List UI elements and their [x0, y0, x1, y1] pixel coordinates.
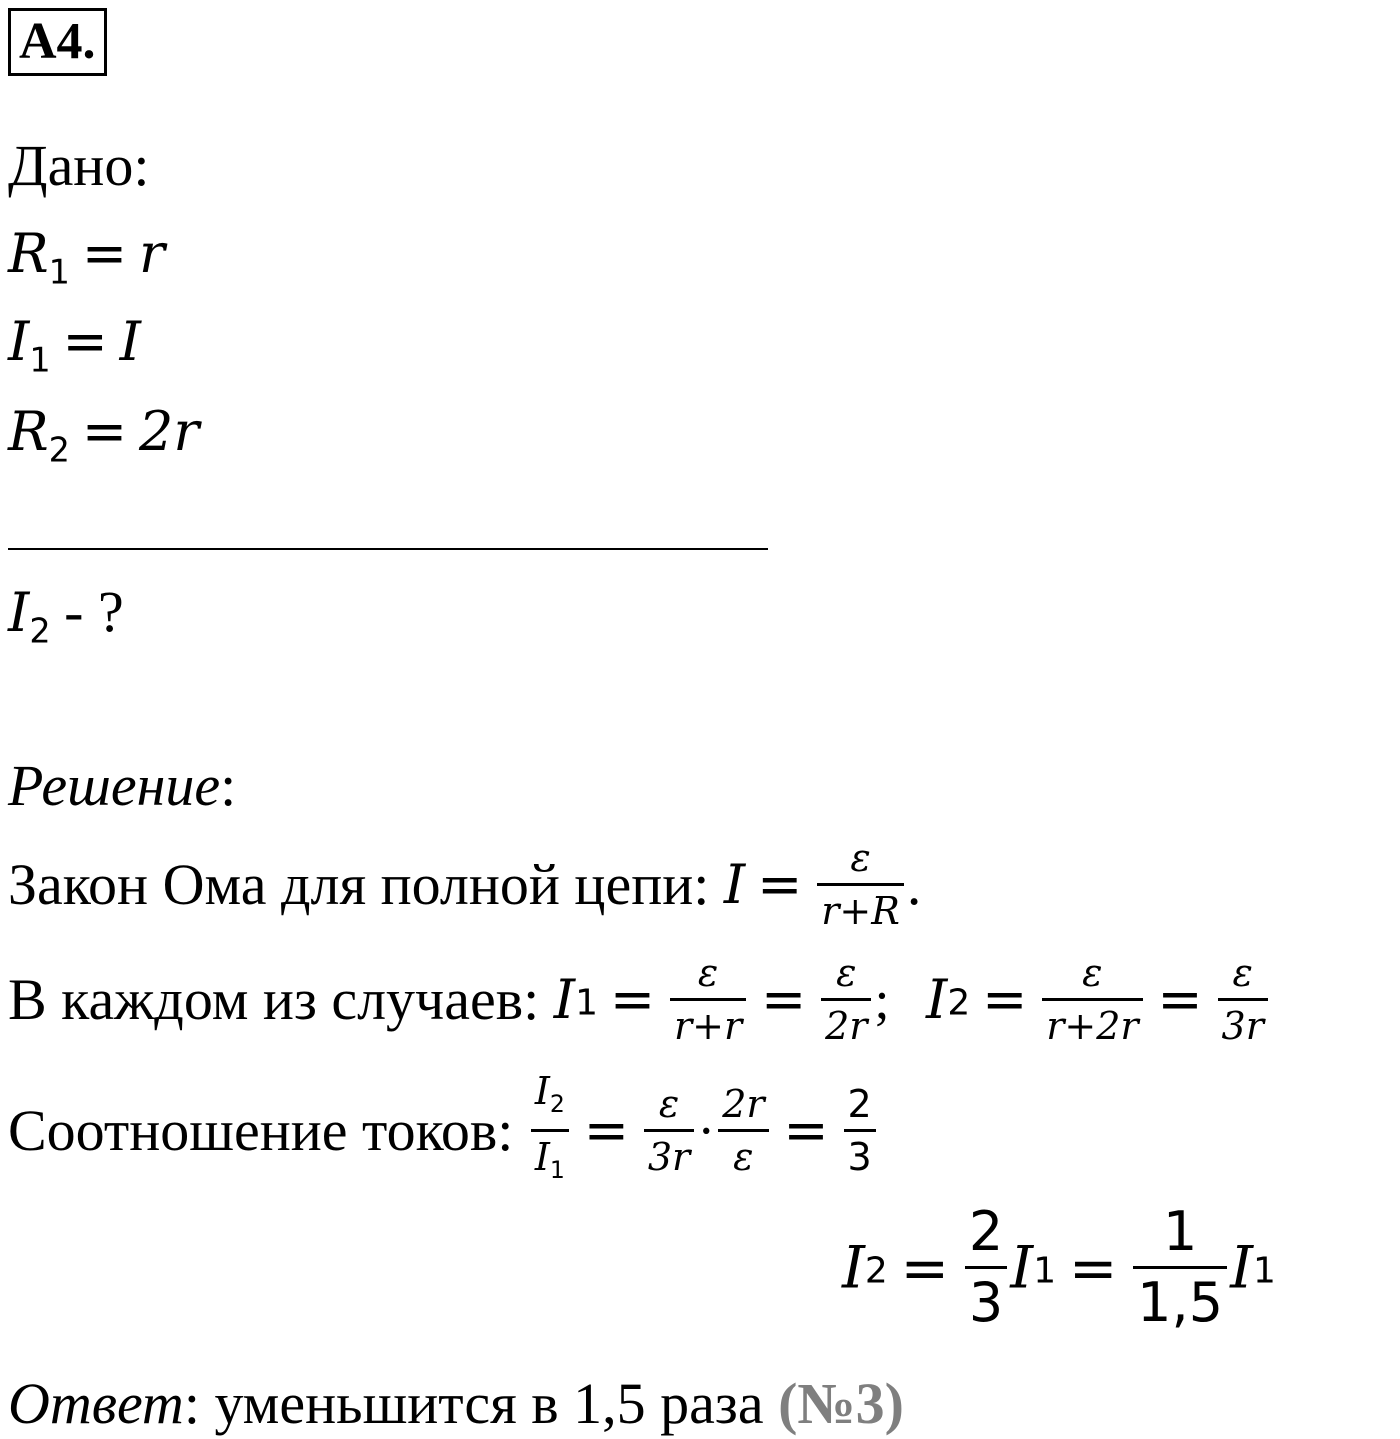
given-heading: Дано:	[8, 133, 150, 198]
case2-fraction-b: $\frac{\varepsilon}{3r}$	[1218, 950, 1268, 1049]
given-line-i1: $I_1 = I$	[8, 310, 141, 380]
cases-line: В каждом из случаев: I1 = $\frac{\varepsilon}{r+r}$ = $\frac{\varepsilon}{2r}$ ; I2 = $\frac{\varepsilon}{r+2r}$ = $\frac{\varepsilon}{3r}$	[8, 950, 1271, 1049]
ratio-text: Соотношение токов:	[8, 1098, 514, 1163]
find-line: $I_2$ - ?	[8, 579, 124, 651]
answer-line: Ответ: уменьшится в 1,5 раза (№3)	[8, 1371, 904, 1436]
case1-fraction-a: $\frac{\varepsilon}{r+r}$	[670, 950, 746, 1049]
answer-text: уменьшится в 1,5 раза	[214, 1371, 764, 1436]
ratio-fraction-c: $\frac{2}{3}$	[844, 1081, 876, 1180]
case2-fraction-a: $\frac{\varepsilon}{r+2r}$	[1042, 950, 1142, 1049]
given-line-r1: $R_1 = r$	[8, 222, 165, 292]
problem-number-label: А4.	[19, 13, 96, 70]
answer-option: (№3)	[778, 1371, 904, 1436]
given-line-r2: $R_2 = 2r$	[8, 400, 200, 470]
result-fraction-a: $\frac{2}{3}$	[965, 1200, 1007, 1335]
ratio-line: Соотношение токов: $\frac{I_2}{I_1}$ = $\frac{\varepsilon}{3r}$ · $\frac{2r}{\varepsilon}$ = $\frac{2}{3}$	[8, 1068, 879, 1193]
result-fraction-b: $\frac{1}{1,5}$	[1133, 1200, 1227, 1335]
ratio-fraction-a: $\frac{\varepsilon}{3r}$	[644, 1081, 694, 1180]
ohm-fraction: $\frac{\varepsilon}{r+R}$	[817, 835, 904, 934]
ohm-law-text: Закон Ома для полной цепи:	[8, 852, 710, 917]
result-line: I2 = $\frac{2}{3}$ I1 = $\frac{1}{1,5}$ I1	[842, 1200, 1276, 1334]
ratio-lhs-fraction: $\frac{I_2}{I_1}$	[531, 1068, 569, 1193]
solution-heading: Решение:	[8, 753, 237, 818]
cases-text: В каждом из случаев:	[8, 967, 540, 1032]
ohm-law-line: Закон Ома для полной цепи: I = $\frac{\varepsilon}{r+R}$ .	[8, 836, 922, 933]
case1-fraction-b: $\frac{\varepsilon}{2r}$	[821, 950, 871, 1049]
divider	[8, 548, 768, 550]
ratio-fraction-b: $\frac{2r}{\varepsilon}$	[718, 1081, 768, 1180]
answer-label: Ответ	[8, 1371, 184, 1436]
problem-number	[8, 8, 107, 76]
